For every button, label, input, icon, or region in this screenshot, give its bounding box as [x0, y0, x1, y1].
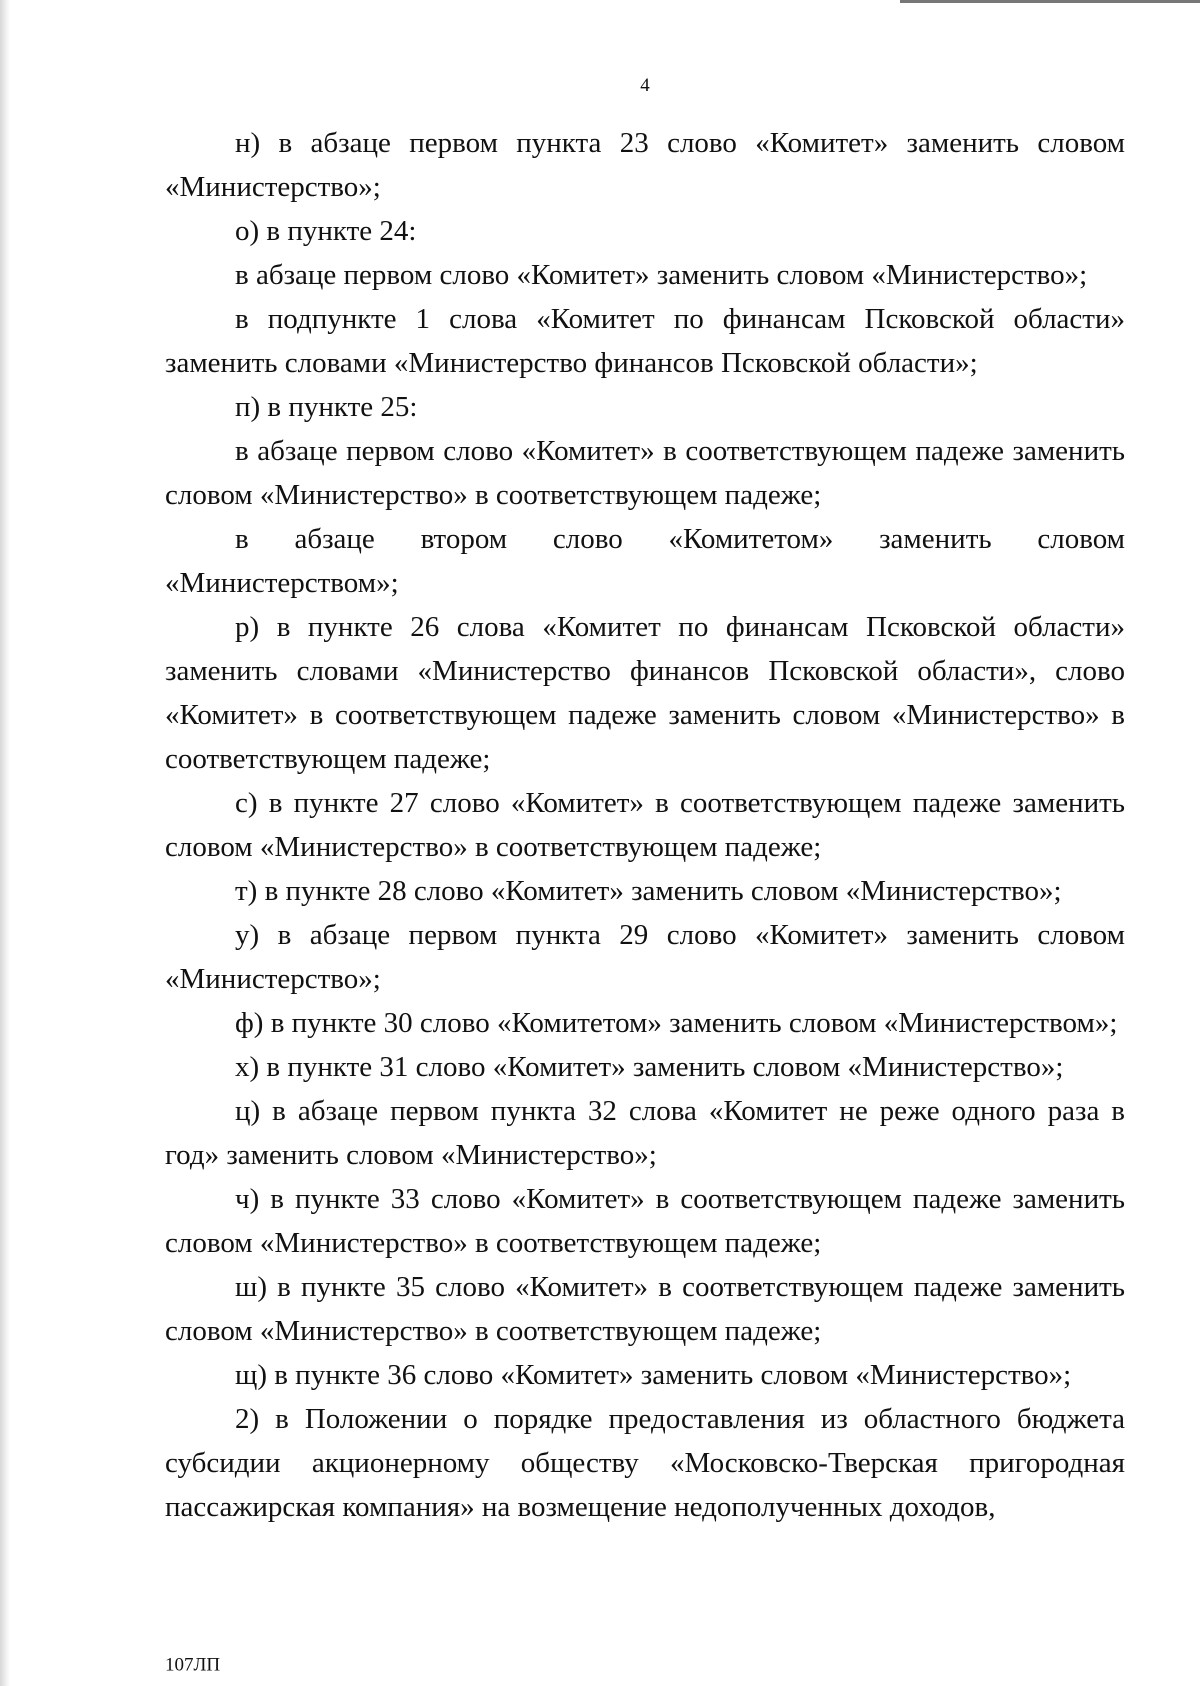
paragraph-s: с) в пункте 27 слово «Комитет» в соответствующем падеже заменить словом «Министерство» в соответствующем падеже; [165, 787, 1125, 863]
paragraph-n: н) в абзаце первом пункта 23 слово «Комитет» заменить словом «Министерство»; [165, 127, 1125, 203]
paragraph-sh: ш) в пункте 35 слово «Комитет» в соответствующем падеже заменить словом «Министерство» в соответствующем падеже; [165, 1271, 1125, 1347]
paragraph-h: х) в пункте 31 слово «Комитет» заменить словом «Министерство»; [235, 1051, 1064, 1083]
paragraph-p-1: в абзаце первом слово «Комитет» в соответствующем падеже заменить словом «Министерство» в соответствующем падеже; [165, 435, 1125, 511]
document-code: 107ЛП [165, 1654, 221, 1676]
paragraph-p-2: в абзаце втором слово «Комитетом» заменить словом «Министерством»; [165, 523, 1125, 599]
paragraph-shch: щ) в пункте 36 слово «Комитет» заменить словом «Министерство»; [235, 1359, 1072, 1391]
paragraph-ts: ц) в абзаце первом пункта 32 слова «Комитет не реже одного раза в год» заменить словом «Министерство»; [165, 1095, 1125, 1171]
scan-edge-shadow [0, 0, 10, 1686]
paragraph-2: 2) в Положении о порядке предоставления из областного бюджета субсидии акционерному обществу «Московско-Тверская пригородная пассажирская компания» на возмещение недополученных доходов, [165, 1403, 1125, 1523]
document-body [165, 121, 1125, 1529]
paragraph-p: п) в пункте 25: [235, 391, 418, 423]
paragraph-ch: ч) в пункте 33 слово «Комитет» в соответствующем падеже заменить словом «Министерство» в соответствующем падеже; [165, 1183, 1125, 1259]
paragraph-t: т) в пункте 28 слово «Комитет» заменить словом «Министерство»; [235, 875, 1062, 907]
scan-top-line [900, 0, 1200, 3]
paragraph-o: о) в пункте 24: [235, 215, 417, 247]
paragraph-r: р) в пункте 26 слова «Комитет по финансам Псковской области» заменить словами «Министерство финансов Псковской области», слово «Комитет» в соответствующем падеже заменить словом «Министерство» в соответствующем падеже; [165, 611, 1125, 775]
paragraph-u: у) в абзаце первом пункта 29 слово «Комитет» заменить словом «Министерство»; [165, 919, 1125, 995]
paragraph-o-2: в подпункте 1 слова «Комитет по финансам Псковской области» заменить словами «Министерство финансов Псковской области»; [165, 303, 1125, 379]
paragraph-o-1: в абзаце первом слово «Комитет» заменить словом «Министерство»; [235, 259, 1088, 291]
paragraph-f: ф) в пункте 30 слово «Комитетом» заменить словом «Министерством»; [235, 1007, 1118, 1039]
page-number: 4 [640, 75, 650, 96]
